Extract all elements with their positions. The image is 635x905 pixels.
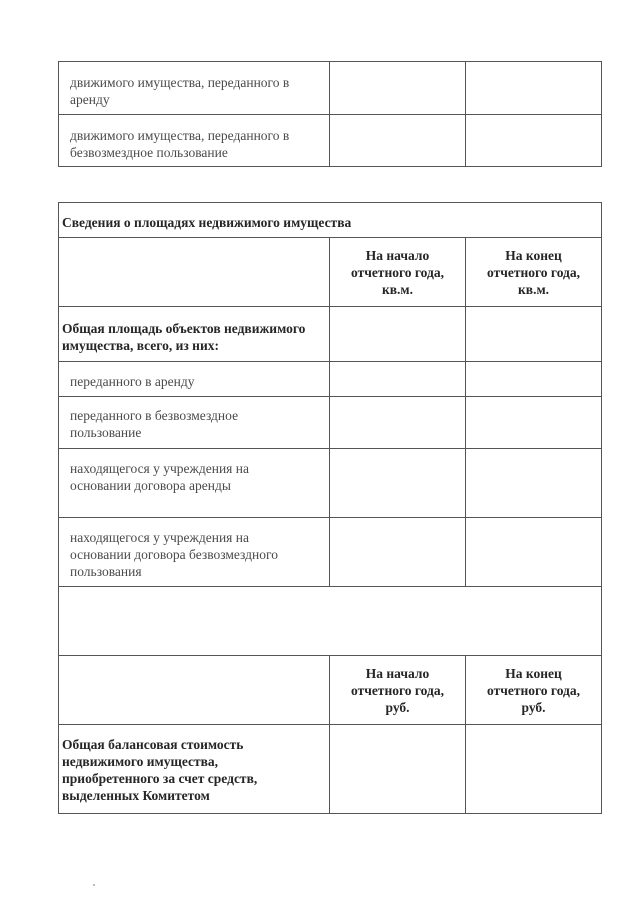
value-cell-start[interactable] (330, 115, 466, 167)
blank-spacer-cell (59, 587, 602, 656)
value-cell-end[interactable] (466, 725, 602, 814)
table-row (59, 518, 602, 587)
header-row (59, 656, 602, 725)
table-row (59, 362, 602, 397)
table-row (59, 397, 602, 449)
table-title-row (59, 203, 602, 238)
blank-spacer-row (59, 587, 602, 656)
section-title: Сведения о площадях недвижимого имущества (59, 203, 602, 238)
value-cell-end[interactable] (466, 449, 602, 518)
table-row (59, 115, 602, 167)
table-row (59, 62, 602, 115)
row-label-movable-free-use: движимого имущества, переданного в безвозмездное пользование (59, 115, 330, 167)
value-cell-start[interactable] (330, 62, 466, 115)
row-label-free-use: переданного в безвозмездное пользование (59, 397, 330, 449)
value-cell-start[interactable] (330, 307, 466, 362)
header-end-sqm: На конец отчетного года, кв.м. (466, 238, 602, 307)
value-cell-end[interactable] (466, 62, 602, 115)
header-start-rub: На начало отчетного года, руб. (330, 656, 466, 725)
value-cell-start[interactable] (330, 725, 466, 814)
value-cell-start[interactable] (330, 449, 466, 518)
table-row (59, 725, 602, 814)
scan-speck (93, 884, 95, 886)
real-estate-area-table (58, 202, 602, 814)
header-end-rub: На конец отчетного года, руб. (466, 656, 602, 725)
header-empty-cell (59, 238, 330, 307)
value-cell-end[interactable] (466, 397, 602, 449)
header-empty-cell (59, 656, 330, 725)
row-label-rented: переданного в аренду (59, 362, 330, 397)
row-label-movable-rented: движимого имущества, переданного в аренду (59, 62, 330, 115)
value-cell-start[interactable] (330, 362, 466, 397)
value-cell-start[interactable] (330, 518, 466, 587)
movable-property-table (58, 61, 602, 167)
value-cell-end[interactable] (466, 115, 602, 167)
value-cell-end[interactable] (466, 307, 602, 362)
value-cell-end[interactable] (466, 362, 602, 397)
row-label-held-lease: находящегося у учреждения на основании договора аренды (59, 449, 330, 518)
table-row (59, 449, 602, 518)
header-start-sqm: На начало отчетного года, кв.м. (330, 238, 466, 307)
total-area-label: Общая площадь объектов недвижимого имущества, всего, из них: (59, 307, 330, 362)
balance-value-label: Общая балансовая стоимость недвижимого имущества, приобретенного за счет средств, выделенных Комитетом (59, 725, 330, 814)
header-row (59, 238, 602, 307)
row-label-held-free-use: находящегося у учреждения на основании договора безвозмездного пользования (59, 518, 330, 587)
value-cell-start[interactable] (330, 397, 466, 449)
value-cell-end[interactable] (466, 518, 602, 587)
table-row (59, 307, 602, 362)
